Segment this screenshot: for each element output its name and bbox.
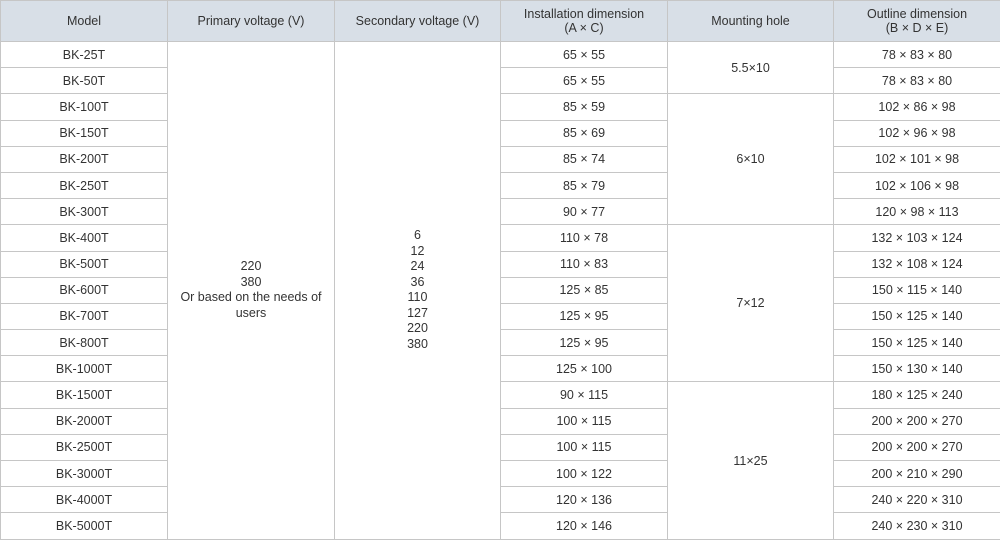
secondary-voltage-value: 110 bbox=[407, 290, 428, 305]
outline-dimension-cell: 78 × 83 × 80 bbox=[834, 68, 1000, 94]
model-cell: BK-400T bbox=[1, 225, 168, 251]
installation-dimension-cell: 100 × 115 bbox=[501, 408, 668, 434]
table-row bbox=[1, 461, 1000, 487]
installation-dimension-cell: 125 × 95 bbox=[501, 330, 668, 356]
header-model bbox=[1, 1, 168, 42]
outline-dimension-cell: 102 × 96 × 98 bbox=[834, 120, 1000, 146]
outline-dimension-cell: 200 × 200 × 270 bbox=[834, 434, 1000, 460]
table-row bbox=[1, 251, 1000, 277]
header-installation-dimension-unit: (A × C) bbox=[564, 21, 604, 35]
model-cell: BK-50T bbox=[1, 68, 168, 94]
header-installation-dimension-label: Installation dimension bbox=[523, 7, 645, 21]
secondary-voltage-value: 12 bbox=[410, 243, 425, 258]
table-row bbox=[1, 172, 1000, 198]
outline-dimension-cell: 200 × 210 × 290 bbox=[834, 461, 1000, 487]
outline-dimension-cell: 150 × 125 × 140 bbox=[834, 330, 1000, 356]
outline-dimension-cell: 150 × 115 × 140 bbox=[834, 277, 1000, 303]
secondary-voltage-value: 6 bbox=[414, 228, 421, 243]
mounting-hole-cell: 11×25 bbox=[668, 382, 834, 539]
table-row bbox=[1, 42, 1000, 68]
installation-dimension-cell: 125 × 85 bbox=[501, 277, 668, 303]
model-cell: BK-1500T bbox=[1, 382, 168, 408]
installation-dimension-cell: 110 × 78 bbox=[501, 225, 668, 251]
outline-dimension-cell: 132 × 108 × 124 bbox=[834, 251, 1000, 277]
installation-dimension-cell: 85 × 74 bbox=[501, 146, 668, 172]
outline-dimension-cell: 102 × 101 × 98 bbox=[834, 146, 1000, 172]
table-row bbox=[1, 225, 1000, 251]
installation-dimension-cell: 125 × 95 bbox=[501, 303, 668, 329]
model-cell: BK-25T bbox=[1, 42, 168, 68]
installation-dimension-cell: 90 × 77 bbox=[501, 199, 668, 225]
header-outline-dimension-unit: (B × D × E) bbox=[885, 21, 949, 35]
primary-voltage-value: 220 bbox=[240, 259, 262, 274]
model-cell: BK-700T bbox=[1, 303, 168, 329]
table-row bbox=[1, 303, 1000, 329]
installation-dimension-cell: 65 × 55 bbox=[501, 42, 668, 68]
table-row bbox=[1, 356, 1000, 382]
table-row bbox=[1, 94, 1000, 120]
model-cell: BK-800T bbox=[1, 330, 168, 356]
model-cell: BK-200T bbox=[1, 146, 168, 172]
outline-dimension-cell: 132 × 103 × 124 bbox=[834, 225, 1000, 251]
outline-dimension-cell: 240 × 230 × 310 bbox=[834, 513, 1000, 539]
outline-dimension-cell: 150 × 130 × 140 bbox=[834, 356, 1000, 382]
header-primary-voltage-label: Primary voltage (V) bbox=[197, 14, 305, 28]
mounting-hole-cell: 7×12 bbox=[668, 225, 834, 382]
model-cell: BK-500T bbox=[1, 251, 168, 277]
primary-voltage-note: Or based on the needs of users bbox=[180, 290, 322, 320]
installation-dimension-cell: 125 × 100 bbox=[501, 356, 668, 382]
model-cell: BK-4000T bbox=[1, 487, 168, 513]
header-outline-dimension bbox=[834, 1, 1000, 42]
header-outline-dimension-label: Outline dimension bbox=[866, 7, 968, 21]
secondary-voltage-value: 220 bbox=[407, 321, 428, 336]
installation-dimension-cell: 90 × 115 bbox=[501, 382, 668, 408]
table-row bbox=[1, 330, 1000, 356]
table-row bbox=[1, 382, 1000, 408]
mounting-hole-cell: 6×10 bbox=[668, 94, 834, 225]
model-cell: BK-1000T bbox=[1, 356, 168, 382]
header-mounting-hole-label: Mounting hole bbox=[711, 14, 790, 28]
outline-dimension-cell: 180 × 125 × 240 bbox=[834, 382, 1000, 408]
outline-dimension-cell: 200 × 200 × 270 bbox=[834, 408, 1000, 434]
model-cell: BK-3000T bbox=[1, 461, 168, 487]
model-cell: BK-2000T bbox=[1, 408, 168, 434]
header-model-label: Model bbox=[66, 14, 102, 28]
outline-dimension-cell: 102 × 106 × 98 bbox=[834, 172, 1000, 198]
header-mounting-hole bbox=[668, 1, 834, 42]
table-row bbox=[1, 434, 1000, 460]
table-row bbox=[1, 513, 1000, 539]
installation-dimension-cell: 120 × 146 bbox=[501, 513, 668, 539]
model-cell: BK-300T bbox=[1, 199, 168, 225]
outline-dimension-cell: 78 × 83 × 80 bbox=[834, 42, 1000, 68]
primary-voltage-value: 380 bbox=[240, 274, 262, 289]
model-cell: BK-100T bbox=[1, 94, 168, 120]
installation-dimension-cell: 100 × 115 bbox=[501, 434, 668, 460]
outline-dimension-cell: 240 × 220 × 310 bbox=[834, 487, 1000, 513]
outline-dimension-cell: 102 × 86 × 98 bbox=[834, 94, 1000, 120]
model-cell: BK-250T bbox=[1, 172, 168, 198]
header-secondary-voltage bbox=[335, 1, 501, 42]
header-secondary-voltage-label: Secondary voltage (V) bbox=[355, 14, 480, 28]
secondary-voltage-value: 127 bbox=[407, 305, 428, 320]
model-cell: BK-600T bbox=[1, 277, 168, 303]
outline-dimension-cell: 150 × 125 × 140 bbox=[834, 303, 1000, 329]
installation-dimension-cell: 85 × 69 bbox=[501, 120, 668, 146]
table-row bbox=[1, 408, 1000, 434]
table-row bbox=[1, 120, 1000, 146]
primary-voltage-cell bbox=[168, 42, 335, 540]
table-row bbox=[1, 68, 1000, 94]
table-row bbox=[1, 146, 1000, 172]
secondary-voltage-value: 24 bbox=[410, 259, 425, 274]
mounting-hole-cell: 5.5×10 bbox=[668, 42, 834, 94]
table-row bbox=[1, 277, 1000, 303]
header-primary-voltage bbox=[168, 1, 335, 42]
outline-dimension-cell: 120 × 98 × 113 bbox=[834, 199, 1000, 225]
secondary-voltage-cell bbox=[335, 42, 501, 540]
model-cell: BK-5000T bbox=[1, 513, 168, 539]
table-row bbox=[1, 487, 1000, 513]
secondary-voltage-value: 36 bbox=[410, 274, 425, 289]
model-cell: BK-150T bbox=[1, 120, 168, 146]
installation-dimension-cell: 65 × 55 bbox=[501, 68, 668, 94]
installation-dimension-cell: 85 × 79 bbox=[501, 172, 668, 198]
table-row bbox=[1, 199, 1000, 225]
secondary-voltage-value: 380 bbox=[407, 336, 428, 351]
installation-dimension-cell: 110 × 83 bbox=[501, 251, 668, 277]
installation-dimension-cell: 100 × 122 bbox=[501, 461, 668, 487]
installation-dimension-cell: 85 × 59 bbox=[501, 94, 668, 120]
header-row bbox=[1, 1, 1000, 42]
model-cell: BK-2500T bbox=[1, 434, 168, 460]
installation-dimension-cell: 120 × 136 bbox=[501, 487, 668, 513]
header-installation-dimension bbox=[501, 1, 668, 42]
